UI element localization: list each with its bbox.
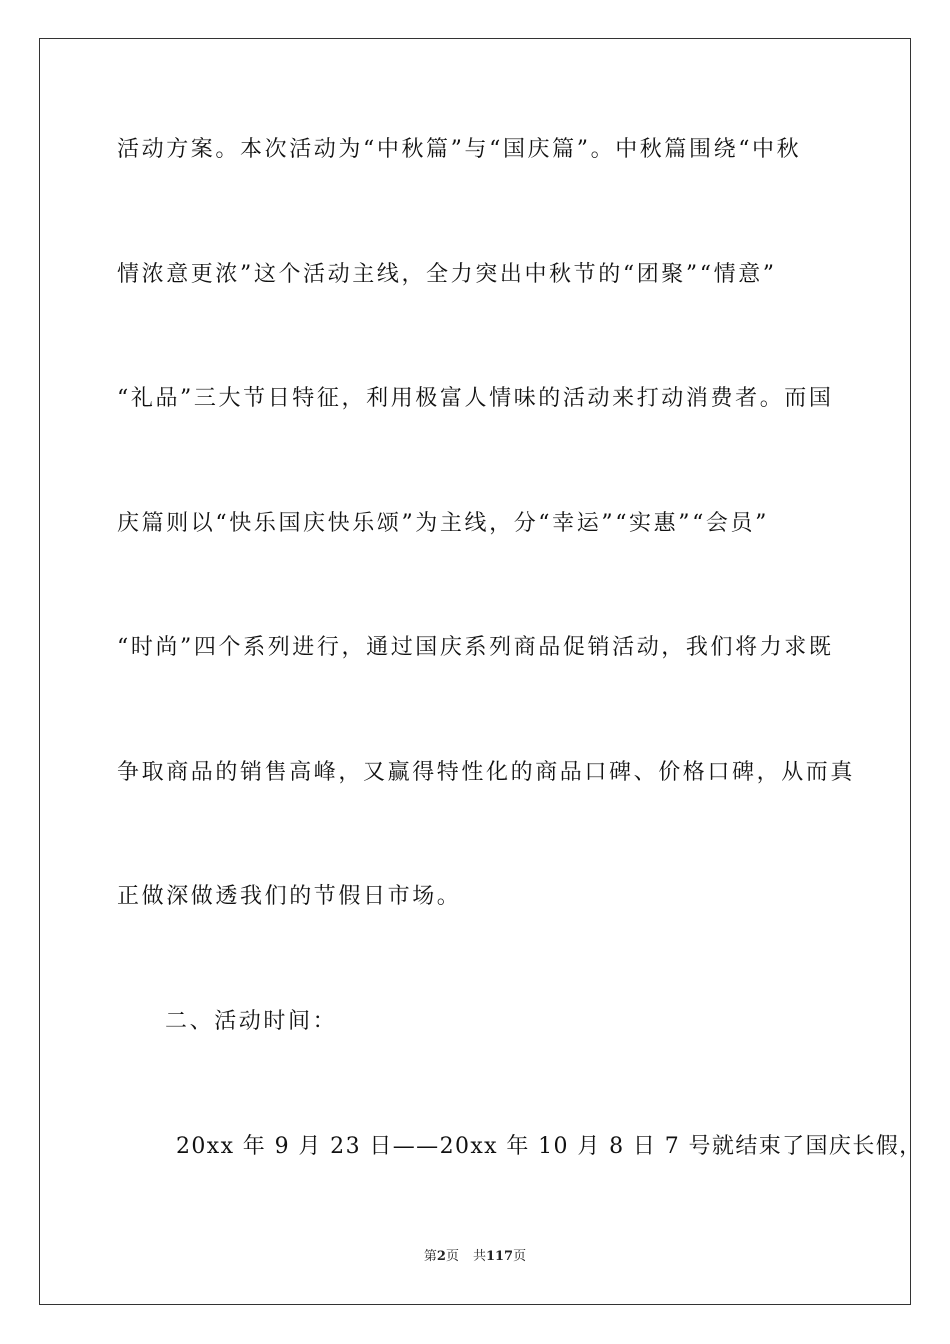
page-number: 2	[436, 1249, 446, 1264]
paragraph-line-6: 争取商品的销售高峰，又赢得特性化的商品口碑、价格口碑，从而真	[117, 760, 856, 785]
page-border	[39, 38, 911, 1305]
total-suffix: 页	[513, 1249, 527, 1264]
paragraph-line-2: 情浓意更浓”这个活动主线，全力突出中秋节的“团聚”“情意”	[117, 262, 777, 287]
page-suffix: 页	[445, 1249, 459, 1264]
page-footer	[0, 1248, 950, 1266]
date-line: 20xx 年 9 月 23 日——20xx 年 10 月 8 日 7 号就结束了国庆长假，	[176, 1134, 923, 1159]
paragraph-line-4: 庆篇则以“快乐国庆快乐颂”为主线，分“幸运”“实惠”“会员”	[117, 511, 769, 536]
paragraph-line-3: “礼品”三大节日特征，利用极富人情味的活动来打动消费者。而国	[117, 386, 834, 411]
paragraph-line-1: 活动方案。本次活动为“中秋篇”与“国庆篇”。中秋篇围绕“中秋	[117, 137, 802, 162]
total-pages: 117	[485, 1249, 514, 1264]
page-prefix: 第	[423, 1249, 437, 1264]
paragraph-line-7: 正做深做透我们的节假日市场。	[117, 884, 462, 909]
section-heading: 二、活动时间：	[165, 1009, 338, 1034]
total-prefix: 共	[472, 1249, 486, 1264]
paragraph-line-5: “时尚”四个系列进行，通过国庆系列商品促销活动，我们将力求既	[117, 635, 834, 660]
